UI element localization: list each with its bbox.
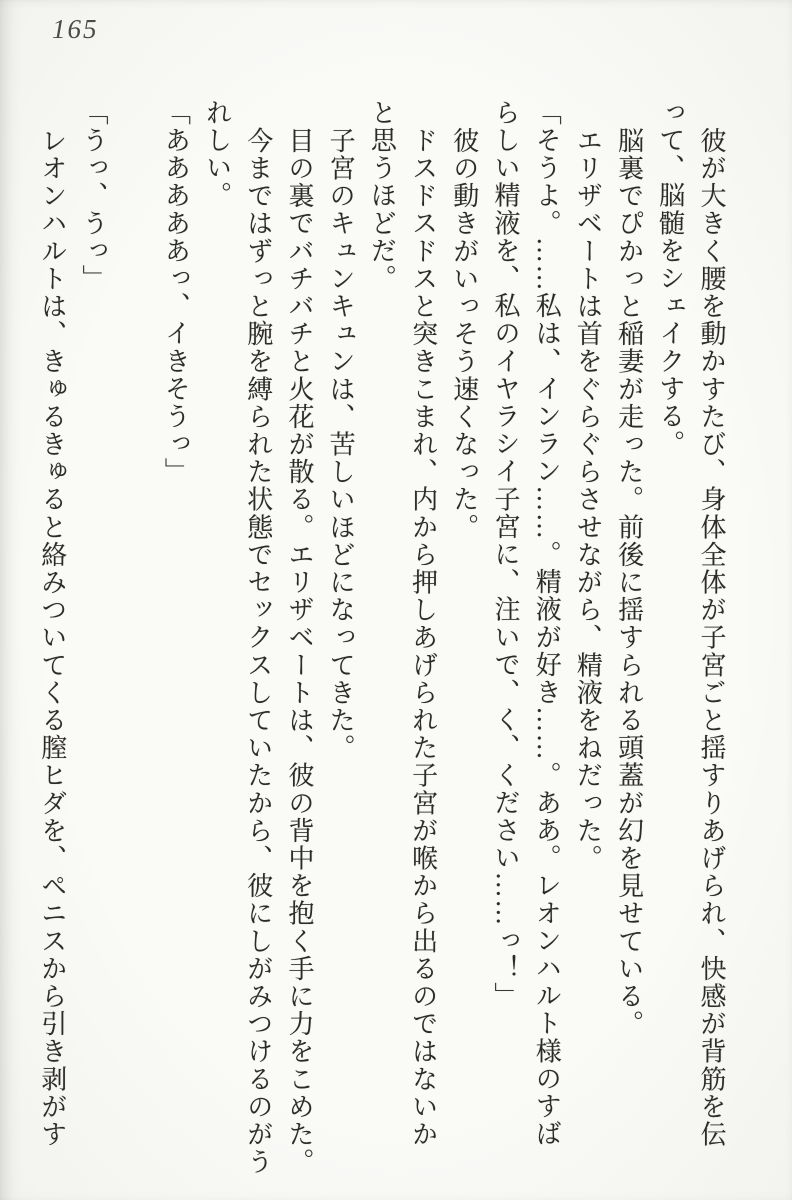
empty-line (114, 99, 155, 1181)
text-line: 彼の動きがいっそう速くなった。 (449, 126, 479, 541)
text-line: エリザベートは首をぐらぐらさせながら、精液をねだった。 (573, 126, 603, 872)
text-line: 目の裏でバチバチと火花が散る。エリザベートは、彼の背中を抱く手に力をこめた。 (284, 126, 314, 1176)
text-line: って、脳髄をシェイクする。 (655, 99, 685, 458)
text-line: 「うっ、うっ」 (78, 99, 108, 293)
page-number: 165 (52, 14, 99, 44)
text-line: レオンハルトは、きゅるきゅると絡みついてくる膣ヒダを、ペニスから引き剥がす (37, 126, 67, 1148)
text-line: と思うほどだ。 (367, 99, 397, 293)
vertical-text-block (32, 99, 732, 1181)
text-line: らしい精液を、私のイヤラシイ子宮に、注いで、く、ください……っ！」 (490, 99, 520, 1010)
text-line: れしい。 (202, 99, 232, 210)
text-line: 子宮のキュンキュンは、苦しいほどになってきた。 (326, 126, 356, 762)
text-line: ドスドスドスと突きこまれ、内から押しあげられた子宮が喉から出るのではないか (408, 126, 438, 1148)
text-line: 「あああああっ、イきそうっ」 (161, 99, 191, 486)
text-line: 脳裏でぴかっと稲妻が走った。前後に揺すられる頭蓋が幻を見せている。 (614, 126, 644, 1038)
text-line: 彼が大きく腰を動かすたび、身体全体が子宮ごと揺すりあげられ、快感が背筋を伝 (697, 126, 726, 1148)
text-line: 「そうよ。……私は、インラン……。精液が好き……。ああ。レオンハルト様のすば (532, 99, 562, 1148)
text-line: 今まではずっと腕を縛られた状態でセックスしていたから、彼にしがみつけるのがう (243, 126, 273, 1176)
